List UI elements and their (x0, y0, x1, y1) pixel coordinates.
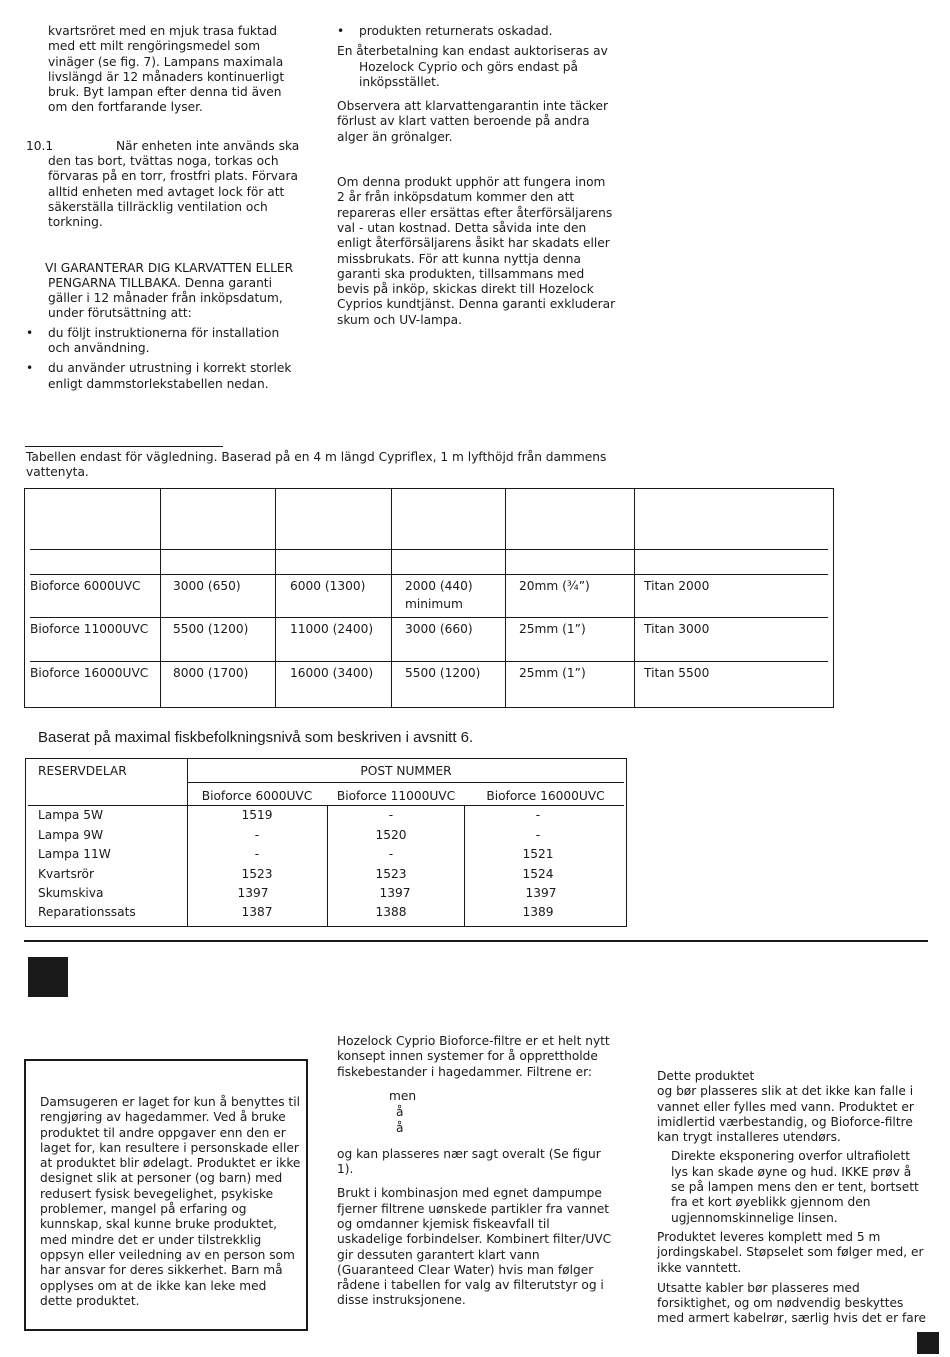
intro-paragraph: Hozelock Cyprio Bioforce-filtre er et helt nytt konsept innen systemer for å opprettholde fiskebestander i hagedammer. Filtrene er: (337, 1034, 610, 1079)
table-cell: 11000 (2400) (290, 622, 374, 636)
part-number: 1524 (522, 867, 554, 881)
caption-rule (25, 446, 223, 447)
table-cell: Titan 3000 (644, 622, 710, 636)
table-cell: 20mm (¾”) (519, 579, 590, 593)
return-bullet (337, 24, 617, 39)
part-name: Lampa 9W (38, 828, 104, 842)
guarantee-bullet (26, 361, 304, 392)
section-10-1 (26, 139, 304, 231)
part-number: 1397 (237, 886, 269, 900)
note-paragraph: Observera att klarvattengarantin inte täcker förlust av klart vatten beroende på andra alger än grönalger. (337, 99, 609, 144)
part-name: Lampa 11W (38, 847, 111, 861)
cable-paragraph: Produktet leveres komplett med 5 m jordingskabel. Støpselet som følger med, er ikke vanntett. (657, 1229, 924, 1275)
combo-paragraph: Brukt i kombinasjon med egnet dampumpe fjerner filtrene uønskede partikler fra vannet og omdanner kjemisk fiskeavfall til uskadelige forbindelser. Kombinert filter/UVC gir dessuten garantert klart vann (Guaranteed Clear Water) hvis man følger rådene i tabellen for valg av filterutstyr og i disse instruksjonene. (337, 1186, 612, 1308)
lamp-paragraph: kvartsröret med en mjuk trasa fuktad med ett milt rengöringsmedel som vinäger (se fig. 7). Lampans maximala livslängd är 12 månaders kontinuerligt bruk. Byt lampan efter denna tid även om den fortfarande lyser. (48, 24, 285, 115)
section-divider (24, 940, 928, 942)
part-number: 1389 (522, 905, 554, 919)
post-number-header: POST NUMMER (360, 764, 452, 778)
guarantee-bullet (26, 326, 304, 357)
table-cell: Bioforce 6000UVC (30, 579, 141, 593)
table-cell: 3000 (650) (173, 579, 241, 593)
part-number: 1519 (241, 808, 273, 822)
table-cell: Titan 2000 (644, 579, 710, 593)
table-cell: Bioforce 16000UVC (30, 666, 149, 680)
part-number: 1523 (241, 867, 273, 881)
parts-header: RESERVDELAR (38, 764, 127, 778)
filter-list-item: å (396, 1105, 404, 1120)
part-number: 1523 (375, 867, 407, 881)
refund-paragraph: En återbetalning kan endast auktoriseras av Hozelock Cyprio och görs endast på inköpsstället. (337, 44, 608, 89)
filter-list-item: å (396, 1121, 404, 1136)
bullet-text: du följt instruktionerna för installation och användning. (48, 325, 280, 356)
part-number: - (254, 847, 260, 861)
fish-note: Baserat på maximal fiskbefolkningsnivå som beskriven i avsnitt 6. (38, 729, 474, 746)
bullet-icon: • (337, 24, 345, 38)
bullet-icon: • (26, 361, 34, 376)
warranty-paragraph: Om denna produkt upphör att fungera inom 2 år från inköpsdatum kommer den att repareras eller ersättas efter återförsäljarens val - utan kostnad. Detta såvida inte den enligt återförsäljarens åsikt har skadats eller missbrukats. För att kunna nyttja denna garanti ska produkten, tillsammans med bevis på inköp, skickas direkt till Hozelock Cyprios kundtjänst. Denna garanti exkluderar skum och UV-lampa. (337, 175, 616, 327)
table-caption: Tabellen endast för vägledning. Baserad på en 4 m längd Cypriflex, 1 m lyfthöjd från dammens vattenyta. (26, 450, 607, 480)
model-header: Bioforce 11000UVC (336, 789, 456, 803)
bullet-icon: • (26, 325, 34, 340)
table-cell: 5500 (1200) (405, 666, 481, 680)
table-cell: 3000 (660) (405, 622, 473, 636)
language-marker (28, 957, 68, 997)
page-corner-marker (917, 1332, 939, 1354)
parts-table (25, 758, 627, 927)
part-number: 1388 (375, 905, 407, 919)
product-intro: Dette produktet (657, 1069, 755, 1083)
part-number: - (254, 828, 260, 842)
part-name: Skumskiva (38, 886, 104, 900)
table-cell: minimum (405, 597, 463, 611)
placement-paragraph: og kan plasseres nær sagt overalt (Se figur 1). (337, 1146, 601, 1177)
part-number: 1521 (522, 847, 554, 861)
table-cell: 8000 (1700) (173, 666, 249, 680)
table-cell: 6000 (1300) (290, 579, 366, 593)
table-cell: Bioforce 11000UVC (30, 622, 149, 636)
section-text: När enheten inte används ska den tas bort, tvättas noga, torkas och förvaras på en torr, frostfri plats. Förvara alltid enheten med avtaget lock för att säkerställa tillräcklig ventilation och torkning. (48, 138, 300, 230)
table-cell: 25mm (1”) (519, 666, 586, 680)
part-name: Reparationssats (38, 905, 136, 919)
model-header: Bioforce 6000UVC (201, 789, 313, 803)
model-header: Bioforce 16000UVC (486, 789, 605, 803)
table-cell: 25mm (1”) (519, 622, 586, 636)
part-number: - (535, 828, 541, 842)
bullet-text: du använder utrustning i korrekt storlek enligt dammstorlekstabellen nedan. (48, 361, 292, 391)
column-1 (26, 24, 304, 392)
part-number: - (388, 808, 394, 822)
table-cell: 5500 (1200) (173, 622, 249, 636)
section-number: 10.1 (26, 138, 54, 153)
part-number: 1520 (375, 828, 407, 842)
table-cell: 16000 (3400) (290, 666, 374, 680)
part-number: 1387 (241, 905, 273, 919)
filter-list-item: men (389, 1088, 417, 1103)
guarantee-paragraph: VI GARANTERAR DIG KLARVATTEN ELLER PENGARNA TILLBAKA. Denna garanti gäller i 12 månader från inköpsdatum, under förutsättning att: (45, 260, 294, 321)
warning-box (24, 1059, 308, 1331)
part-name: Kvartsrör (38, 867, 95, 881)
part-number: - (535, 808, 541, 822)
table-cell: Titan 5500 (644, 666, 710, 680)
guide-table (24, 488, 834, 708)
caution-paragraph: Utsatte kabler bør plasseres med forsiktighet, og om nødvendig beskyttes med armert kabelrør, særlig hvis det er fare (657, 1280, 926, 1326)
norwegian-column-2 (337, 1034, 619, 1309)
bullet-text: produkten returnerats oskadad. (359, 24, 553, 38)
warning-text: Damsugeren er laget for kun å benyttes til rengjøring av hagedammer. Ved å bruke produktet til andre oppgaver enn den er laget for, kan resultere i personskade eller at produktet blir ødelagt. Produktet er ikke designet slik at personer (og barn) med redusert fysisk bevegelighet, psykiske problemer, mangel på erfaring og kunnskap, skal kunne bruke produktet, med mindre det er under tilstrekklig oppsyn eller veiledning av en person som har ansvar for deres sikkerhet. Barn må opplyses om at de ikke kan leke med dette produktet. (40, 1095, 301, 1308)
part-name: Lampa 5W (38, 808, 104, 822)
norwegian-column-3 (657, 1069, 927, 1327)
table-cell: 2000 (440) (405, 579, 473, 593)
uv-warning: Direkte eksponering overfor ultrafiolett lys kan skade øyne og hud. IKKE prøv å se på lampen mens den er tent, bortsett fra et kort øyeblikk gjennom den ugjennomskinnelige linsen. (671, 1149, 919, 1225)
part-number: - (388, 847, 394, 861)
product-paragraph: og bør plasseres slik at det ikke kan falle i vannet eller fylles med vann. Produktet er imidlertid værbestandig, og Bioforce-filtre kan trygt installeres utendørs. (657, 1084, 914, 1145)
column-2 (337, 24, 617, 328)
part-number: 1397 (525, 886, 557, 900)
part-number: 1397 (379, 886, 411, 900)
